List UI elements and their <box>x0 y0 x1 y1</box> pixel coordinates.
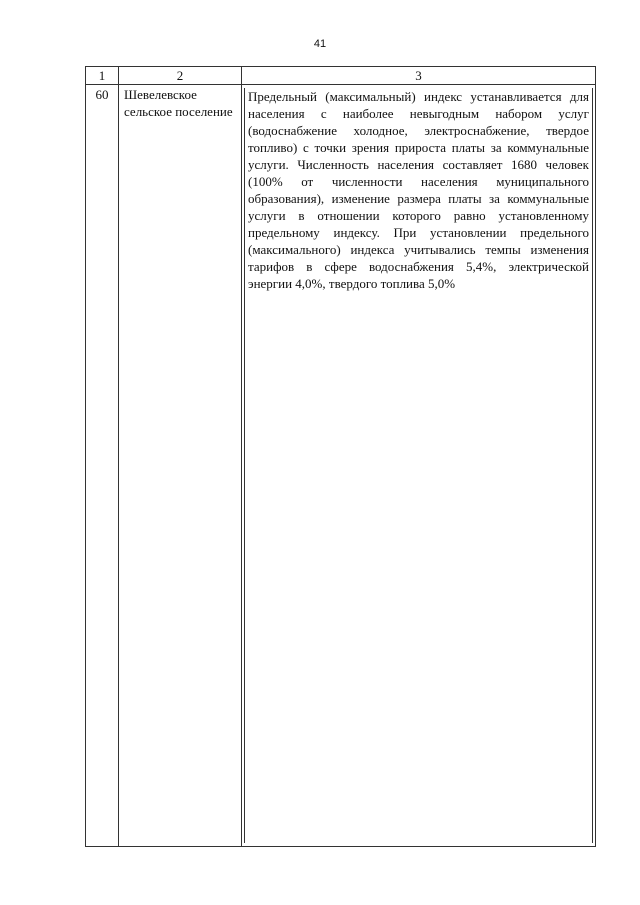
table-header-row <box>86 67 596 85</box>
description-text: Предельный (максимальный) индекс устанавливается для населения с наиболее невыгодным набором услуг (водоснабжение холодное, электроснабжение, твердое топливо) с точки зрения прироста платы за коммунальные услуги. Численность населения составляет 1680 человек (100% от численности населения муниципального образования), изменение размера платы за коммунальные услуги в отношении которого равно установленному предельному индексу. При установлении предельного (максимального) индекса учитывались темпы изменения тарифов в сфере водоснабжения 5,4%, электрической энергии 4,0%, твердого топлива 5,0% <box>244 88 593 843</box>
table-row <box>86 85 596 847</box>
row-number: 60 <box>86 85 119 847</box>
description-cell <box>242 85 596 847</box>
column-header-3: 3 <box>242 67 596 85</box>
column-header-1: 1 <box>86 67 119 85</box>
municipality-name: Шевелевское сельское поселение <box>119 85 242 847</box>
data-table <box>85 66 596 847</box>
page-number: 41 <box>313 38 327 50</box>
column-header-2: 2 <box>119 67 242 85</box>
